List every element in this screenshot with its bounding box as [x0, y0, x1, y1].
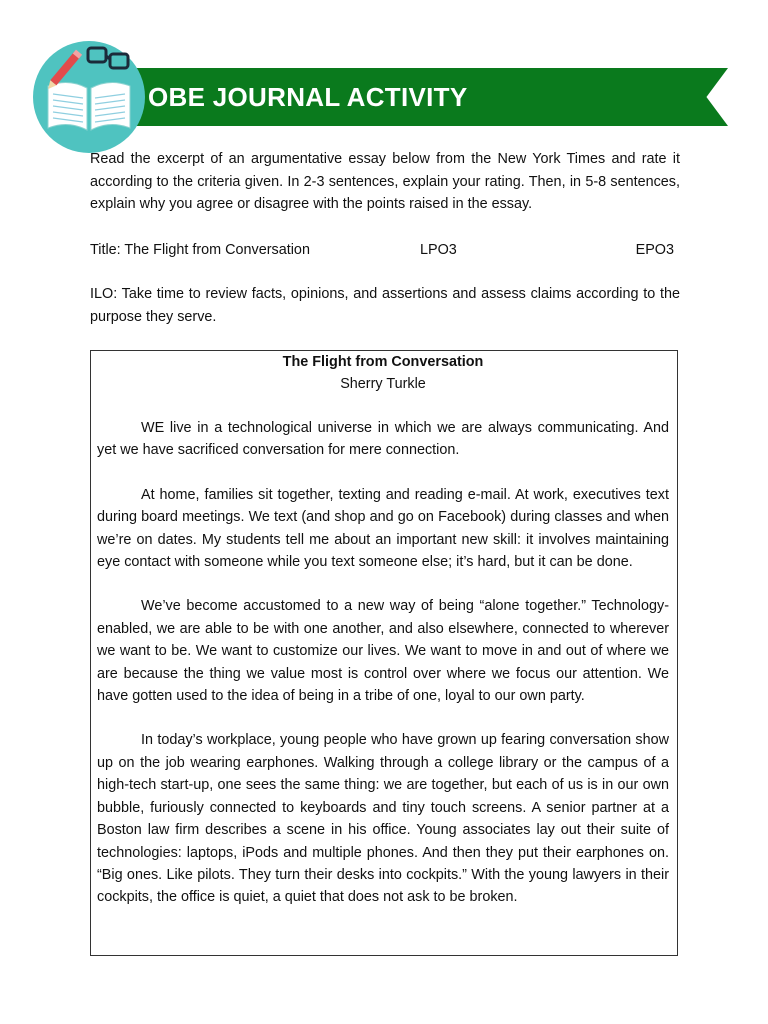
excerpt-paragraph: We’ve become accustomed to a new way of being “alone together.” Technology-enabled, we are able to be with one another, and also elsewhere, connected to wherever we want to be. We want to customize our lives. We want to move in and out of where we are because the thing we value most is control over where we focus our attention. We have gotten used to the idea of being in a tribe of one, loyal to our own party.	[97, 598, 669, 705]
ilo-statement: ILO: Take time to review facts, opinions, and assertions and assess claims according to the purpose they serve.	[90, 286, 680, 325]
essay-title-line: Title: The Flight from Conversation	[90, 242, 310, 258]
epo-code: EPO3	[635, 242, 674, 258]
excerpt-paragraph: In today’s workplace, young people who have grown up fearing conversation show up on the job wearing earphones. Walking through a college library or the campus of a high-tech start-up, one sees the same thing: we are together, but each of us is in our own bubble, furiously connected to keyboards and tiny touch screens. A senior partner at a Boston law firm describes a scene in his office. Young associates lay out their suite of technologies: laptops, iPods and multiple phones. And then they put their earphones on. “Big ones. Like pilots. They turn their desks into cockpits.” With the young lawyers in their cockpits, the office is quiet, a quiet that does not ask to be broken.	[97, 732, 669, 906]
page-title: OBE JOURNAL ACTIVITY	[148, 81, 468, 112]
excerpt-author: Sherry Turkle	[340, 376, 426, 392]
excerpt-box	[90, 350, 678, 956]
excerpt-paragraph: At home, families sit together, texting and reading e-mail. At work, executives text during board meetings. We text (and shop and go on Facebook) during classes and when we’re on dates. My students tell me about an important new skill: it involves maintaining eye contact with someone while you text someone else; it’s hard, but it can be done.	[97, 486, 669, 571]
instructions-text: Read the excerpt of an argumentative essay below from the New York Times and rate it according to the criteria given. In 2-3 sentences, explain your rating. Then, in 5-8 sentences, explain why you agree or disagree with the points raised in the essay.	[90, 151, 680, 212]
instructions	[90, 148, 680, 216]
lpo-code: LPO3	[420, 242, 457, 258]
excerpt-title: The Flight from Conversation	[282, 354, 484, 370]
excerpt-paragraph: WE live in a technological universe in which we are always communicating. And yet we have sacrificed conversation for mere connection.	[97, 420, 669, 459]
banner-content	[126, 68, 467, 126]
meta-row	[90, 239, 678, 261]
